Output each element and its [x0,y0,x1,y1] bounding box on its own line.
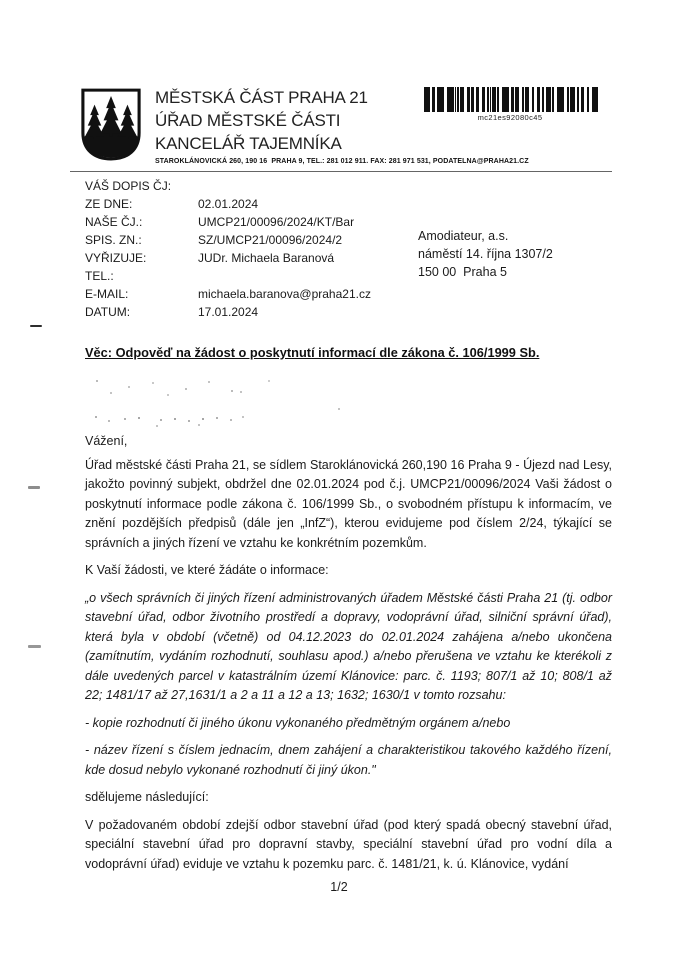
recipient-name: Amodiateur, a.s. [418,229,509,243]
ref-label: NAŠE ČJ.: [85,215,143,229]
ref-value: SZ/UMCP21/00096/2024/2 [198,233,343,247]
ref-label: SPIS. ZN.: [85,233,142,247]
recipient-street: náměstí 14. října 1307/2 [418,247,553,261]
page-number: 1/2 [330,880,348,894]
barcode-image [424,87,598,112]
scan-artifact-speckles [90,378,92,380]
ref-value [198,267,415,285]
coat-of-arms-logo [80,87,142,163]
ref-value: 02.01.2024 [198,197,259,211]
ref-row-email [85,285,415,303]
org-name: MĚSTSKÁ ČÁST PRAHA 21 [155,88,368,107]
org-department: KANCELÁŘ TAJEMNÍKA [155,134,342,153]
ref-value [198,177,415,195]
reference-block [85,177,415,321]
header-divider [70,171,612,172]
subject-line: Věc: Odpověď na žádost o poskytnutí informací dle zákona č. 106/1999 Sb. [85,345,540,360]
org-contact-line: STAROKLÁNOVICKÁ 260, 190 16 PRAHA 9, TEL.: 281 012 911. FAX: 281 971 531, PODATELNA@PRAHA21.CZ [155,158,529,165]
ref-value: JUDr. Michaela Baranová [198,251,335,265]
quoted-request-item: - kopie rozhodnutí či jiného úkonu vykonaného předmětným orgánem a/nebo [85,715,511,730]
ref-row-tel [85,267,415,285]
barcode [424,87,596,122]
ref-label: E-MAIL: [85,287,129,301]
ref-label: DATUM: [85,305,131,319]
recipient-city: 150 00 Praha 5 [418,265,507,279]
scan-artifact-fold-mark [28,645,41,648]
ref-row-ze-dne [85,195,415,213]
ref-row-vas-dopis [85,177,415,195]
ref-value: UMCP21/00096/2024/KT/Bar [198,215,355,229]
scan-artifact-fold-mark [28,486,40,489]
letter-body [85,432,612,882]
body-paragraph: Úřad městské části Praha 21, se sídlem Staroklánovická 260,190 16 Praha 9 - Újezd nad Lesy, jakožto povinný subjekt, obdržel dne 02.01.2024 pod č.j. UMCP21/00096/2024 Vaši žádost o poskytnutí informace podle zákona č. 106/1999 Sb., o svobodném přístupu k informacím, ve znění pozdějších předpisů (dále jen „InfZ“), kterou evidujeme pod číslem 2/24, týkající se správních a jiných řízení ve vztahu ke konkrétním pozemkům. [85,457,612,550]
ref-row-vyrizuje [85,249,415,267]
barcode-text: mc21es92080c45 [477,113,543,122]
body-paragraph: K Vaší žádosti, ve které žádáte o informace: [85,563,329,577]
ref-label: ZE DNE: [85,197,133,211]
recipient-address [418,227,553,281]
ref-value: 17.01.2024 [198,305,259,319]
quoted-request-item: - název řízení s číslem jednacím, dnem zahájení a charakteristikou takového každého řízení, kde dosud nebylo vykonané rozhodnutí či jiný úkon." [85,743,612,777]
ref-row-datum [85,303,415,321]
ref-label: VYŘIZUJE: [85,251,147,265]
salutation: Vážení, [85,434,128,448]
ref-row-nase-cj [85,213,415,231]
ref-label: VÁŠ DOPIS ČJ: [85,179,172,193]
scan-artifact-fold-mark [30,325,42,327]
body-paragraph: V požadovaném období zdejší odbor stavební úřad (pod který spadá obecný stavební úřad, speciální stavební úřad pro dopravní stavby, speciální stavební úřad pro vodní díla a vodoprávní úřad) eviduje ve vztahu k pozemku parc. č. 1481/21, k. ú. Klánovice, vydání [85,817,612,871]
ref-row-spis-zn [85,231,415,249]
ref-value: michaela.baranova@praha21.cz [198,287,371,301]
org-office: ÚŘAD MĚSTSKÉ ČÁSTI [155,111,341,130]
ref-label: TEL.: [85,269,114,283]
quoted-request-paragraph: „o všech správních či jiných řízení administrovaných úřadem Městské části Praha 21 (tj. odbor stavební úřad, odbor životního prostředí a dopravy, vodoprávní úřad, silniční správní úřad), která byla v období (včetně) od 04.12.2023 do 02.01.2024 zahájena a/nebo ukončena (zamítnutím, vydáním rozhodnutí, souhlasu apod.) a/nebo přerušena ve vztahu ke kterékoli z dále uvedených parcel v katastrálním území Klánovice: parc. č. 1193; 807/1 až 10; 808/1 až 22; 1481/17 až 27,1631/1 a 2 a 11 a 12 a 13; 1632; 1630/1 v tomto rozsahu: [85,590,612,702]
body-paragraph: sdělujeme následující: [85,790,209,804]
